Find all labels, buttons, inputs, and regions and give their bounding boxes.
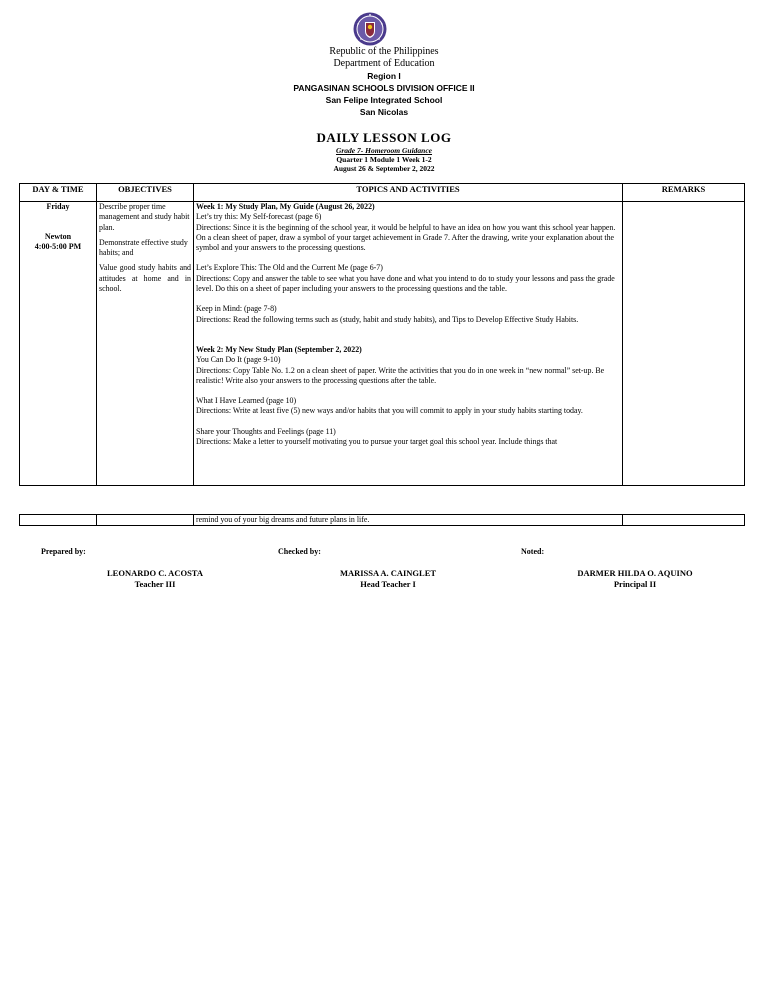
prepared-position: Teacher III: [134, 579, 176, 589]
objective-item: Value good study habits and attitudes at home and in school.: [99, 263, 191, 294]
w1-activity-c-title: Keep in Mind: (page 7-8): [196, 304, 277, 314]
w2-activity-b-directions: Directions: Write at least five (5) new ways and/or habits that you will commit to apply in your study habits starting today.: [196, 406, 583, 416]
noted-signatory: [560, 568, 710, 590]
prepared-name: LEONARDO C. ACOSTA: [107, 568, 203, 578]
section-label: Newton: [44, 232, 72, 241]
table-row: [20, 515, 745, 526]
noted-name: DARMER HILDA O. AQUINO: [577, 568, 693, 578]
w2-activity-a-title: You Can Do It (page 9-10): [196, 355, 281, 365]
header-day-time: DAY & TIME: [20, 184, 97, 202]
objective-item: Demonstrate effective study habits; and: [99, 237, 188, 258]
remarks-cell: [623, 202, 745, 486]
time-label: 4:00-5:00 PM: [34, 242, 82, 251]
quarter-subtitle: Quarter 1 Module 1 Week 1-2: [336, 155, 432, 164]
w2-activity-a-directions: Directions: Copy Table No. 1.2 on a clean sheet of paper. Write the activities that you do in one week in “new normal” set-up. Be realistic! Write also your answers to the processing questions after the table.: [196, 365, 605, 385]
lesson-log-title-block: [0, 130, 768, 173]
week2-title: Week 2: My New Study Plan (September 2, 2022): [196, 344, 362, 354]
table-row: [20, 202, 745, 486]
prepared-by-label: Prepared by:: [41, 547, 86, 556]
continuation-table: [19, 514, 745, 526]
checked-by-label: Checked by:: [278, 547, 321, 556]
table-header-row: [20, 184, 745, 202]
continuation-text: remind you of your big dreams and future plans in life.: [194, 515, 623, 526]
header-republic: Republic of the Philippines: [329, 46, 439, 57]
w2-activity-c-directions: Directions: Make a letter to yourself motivating you to pursue your target goal this school year. Include things that: [196, 437, 558, 447]
header-region: Region I: [367, 71, 401, 81]
checked-name: MARISSA A. CAINGLET: [339, 568, 437, 578]
page-title: DAILY LESSON LOG: [316, 130, 452, 145]
header-division: PANGASINAN SCHOOLS DIVISION OFFICE II: [293, 83, 475, 93]
prepared-signatory: [85, 568, 225, 590]
grade-subtitle: Grade 7- Homeroom Guidance: [335, 146, 433, 155]
noted-label: Noted:: [521, 547, 545, 556]
deped-seal-logo: [353, 12, 387, 46]
week1-title: Week 1: My Study Plan, My Guide (August 26, 2022): [196, 202, 375, 211]
day-time-cell: [20, 202, 97, 486]
w2-activity-c-title: Share your Thoughts and Feelings (page 11): [196, 426, 336, 436]
checked-signatory: [318, 568, 458, 590]
day-label: Friday: [46, 202, 70, 211]
checked-position: Head Teacher I: [360, 579, 416, 589]
w1-activity-b-directions: Directions: Copy and answer the table to see what you have done and what you intend to do to study your lessons and pass the grade level. Do this on a sheet of paper including your answers to the processing questions and the table.: [196, 273, 615, 294]
header-objectives: OBJECTIVES: [97, 184, 194, 202]
w1-activity-a-title: Let’s try this: My Self-forecast (page 6): [196, 212, 322, 222]
header-school: San Felipe Integrated School: [325, 95, 443, 105]
noted-position: Principal II: [613, 579, 657, 589]
dates-subtitle: August 26 & September 2, 2022: [333, 164, 435, 173]
header-remarks: REMARKS: [623, 184, 745, 202]
continuation-objectives-cell: [97, 515, 194, 526]
w1-activity-b-title: Let’s Explore This: The Old and the Current Me (page 6-7): [196, 263, 383, 273]
header-department: Department of Education: [333, 58, 435, 69]
continuation-day-cell: [20, 515, 97, 526]
objective-item: Describe proper time management and study habit plan.: [99, 202, 190, 232]
continuation-remarks-cell: [623, 515, 745, 526]
w2-activity-b-title: What I Have Learned (page 10): [196, 396, 297, 406]
objectives-cell: [97, 202, 194, 486]
w1-activity-c-directions: Directions: Read the following terms such as (study, habit and study habits), and Tips to Develop Effective Study Habits.: [196, 314, 579, 324]
header-topics: TOPICS AND ACTIVITIES: [194, 184, 623, 202]
w1-activity-a-directions: Directions: Since it is the beginning of the school year, it would be helpful to have an idea on how you want this school year happen. On a clean sheet of paper, draw a symbol of your target achievement in Grade 7. After the drawing, write your explanation about the symbol and your answers to the processing questions.: [196, 222, 616, 253]
header-town: San Nicolas: [359, 107, 409, 117]
topics-cell: [194, 202, 623, 486]
lesson-log-table: [19, 183, 745, 486]
school-header: [0, 46, 768, 118]
